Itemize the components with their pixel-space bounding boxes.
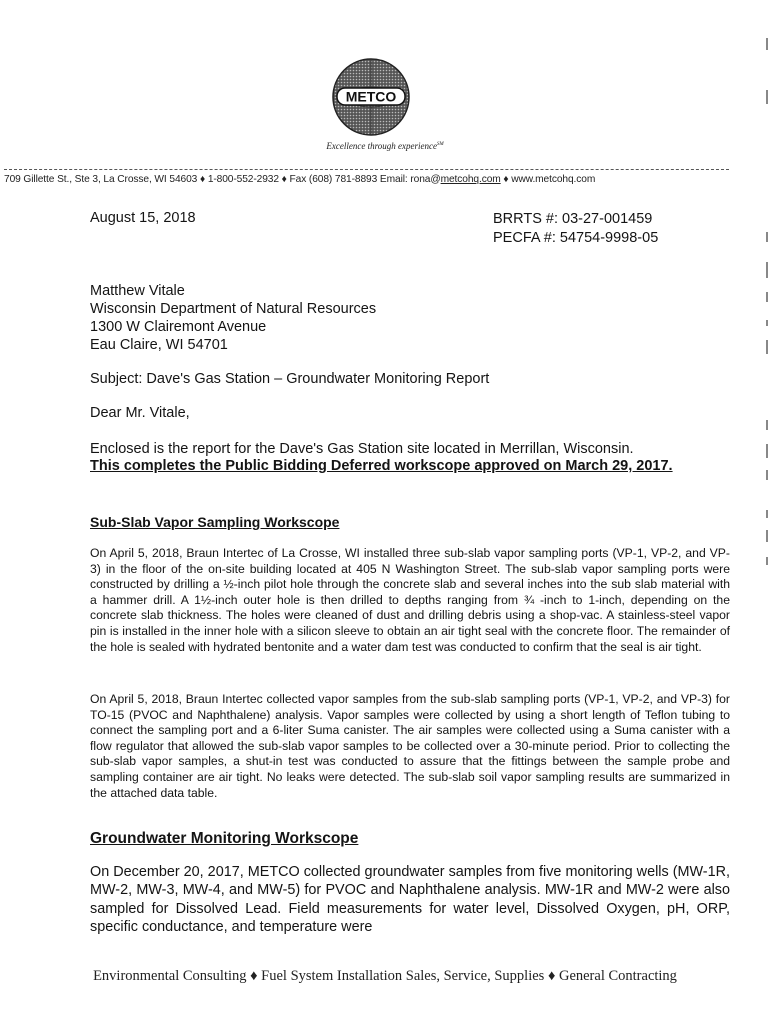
recipient-city: Eau Claire, WI 54701: [90, 337, 228, 353]
recipient-org: Wisconsin Department of Natural Resources: [90, 301, 377, 317]
contact-divider: [4, 169, 729, 170]
footer-item-consulting: Environmental Consulting: [93, 968, 247, 984]
tagline: [0, 141, 770, 151]
diamond-icon: ♦: [503, 174, 509, 185]
salutation: Dear Mr. Vitale,: [90, 405, 190, 421]
reference-numbers: [493, 210, 658, 248]
footer-item-fuel-systems: Fuel System Installation Sales, Service, Supplies: [261, 968, 545, 984]
contact-website[interactable]: www.metcohq.com: [511, 174, 596, 185]
contact-email-link[interactable]: metcohq.com: [440, 174, 501, 185]
letter-date: August 15, 2018: [90, 210, 196, 226]
logo-text: METCO: [345, 88, 397, 105]
groundwater-paragraph-1: On December 20, 2017, METCO collected groundwater samples from five monitoring wells (MW-1R, MW-2, MW-3, MW-4, and MW-5) for PVOC and Naphthalene analysis. MW-1R and MW-2 were also sampled for Dissolved Lead. Field measurements for water level, Dissolved Oxygen, pH, ORP, specific conductance, and temperature were: [90, 864, 730, 935]
contact-address: 709 Gillette St., Ste 3, La Crosse, WI 54603: [4, 174, 198, 185]
pecfa-number: PECFA #: 54754-9998-05: [493, 230, 659, 246]
diamond-icon: ♦: [199, 174, 206, 185]
diamond-icon: ♦: [547, 968, 556, 984]
contact-phone: 1-800-552-2932: [207, 174, 279, 185]
metco-logo: [331, 57, 411, 137]
recipient-street: 1300 W Clairemont Avenue: [90, 319, 267, 335]
contact-line: [4, 174, 729, 185]
diamond-icon: ♦: [250, 968, 258, 984]
footer-item-contracting: General Contracting: [558, 968, 677, 984]
contact-email-prefix: Email: rona@: [379, 174, 441, 185]
recipient-address: [90, 282, 376, 354]
intro-text: Enclosed is the report for the Dave's Gas Station site located in Merrillan, Wisconsin.: [90, 441, 634, 457]
sub-slab-paragraph-2: On April 5, 2018, Braun Intertec collected vapor samples from the sub-slab sampling ports (VP-1, VP-2, and VP-3) for TO-15 (PVOC and Naphthalene) analysis. Vapor samples were collected by using a short length of Teflon tubing to connect the sampling port and a 6-liter Suma canister. The air samples were collected using a Suma canister with a flow regulator that allowed the sub-slab vapor samples to be collected over a 30-minute period. Prior to collecting the sub-slab vapor samples, a shut-in test was conducted to assure that the fittings between the sample probe and sampling container are air tight. No leaks were detected. The sub-slab soil vapor sampling results are summarized in the attached data table.: [90, 692, 730, 800]
subject-line: Subject: Dave's Gas Station – Groundwater Monitoring Report: [90, 371, 490, 387]
margin-marks: [756, 0, 770, 1024]
brrts-number: BRRTS #: 03-27-001459: [493, 211, 653, 227]
intro-approval-note: This completes the Public Bidding Deferred workscope approved on March 29, 2017.: [90, 458, 673, 474]
groundwater-heading: Groundwater Monitoring Workscope: [90, 830, 359, 847]
sub-slab-heading: Sub-Slab Vapor Sampling Workscope: [90, 514, 340, 530]
tagline-mark: SM: [436, 142, 444, 147]
tagline-text: Excellence through experience: [326, 141, 437, 151]
intro-paragraph: [90, 441, 730, 475]
sub-slab-paragraph-1: On April 5, 2018, Braun Intertec of La Crosse, WI installed three sub-slab vapor sampling ports (VP-1, VP-2, and VP-3) in the floor of the on-site building located at 405 N Washington Street. The sub-slab vapor sampling ports were constructed by drilling a ½-inch pilot hole through the concrete slab and several inches into the sub slab material with a hammer drill. A 1½-inch outer hole is then drilled to depths ranging from ¾ -inch to 1-inch, depending on the concrete slab thickness. The holes were cleaned of dust and drilling debris using a shop-vac. A stainless-steel vapor pin is installed in the inner hole with a silicon sleeve to obtain an air tight seal with the concrete floor. The remainder of the hole is sealed with hydrated bentonite and a water dam test was conducted to confirm that the seal is air tight.: [90, 546, 730, 654]
contact-fax: Fax (608) 781-8893: [289, 174, 378, 185]
diamond-icon: ♦: [281, 174, 287, 185]
recipient-name: Matthew Vitale: [90, 283, 185, 299]
letter-footer: [0, 968, 770, 985]
